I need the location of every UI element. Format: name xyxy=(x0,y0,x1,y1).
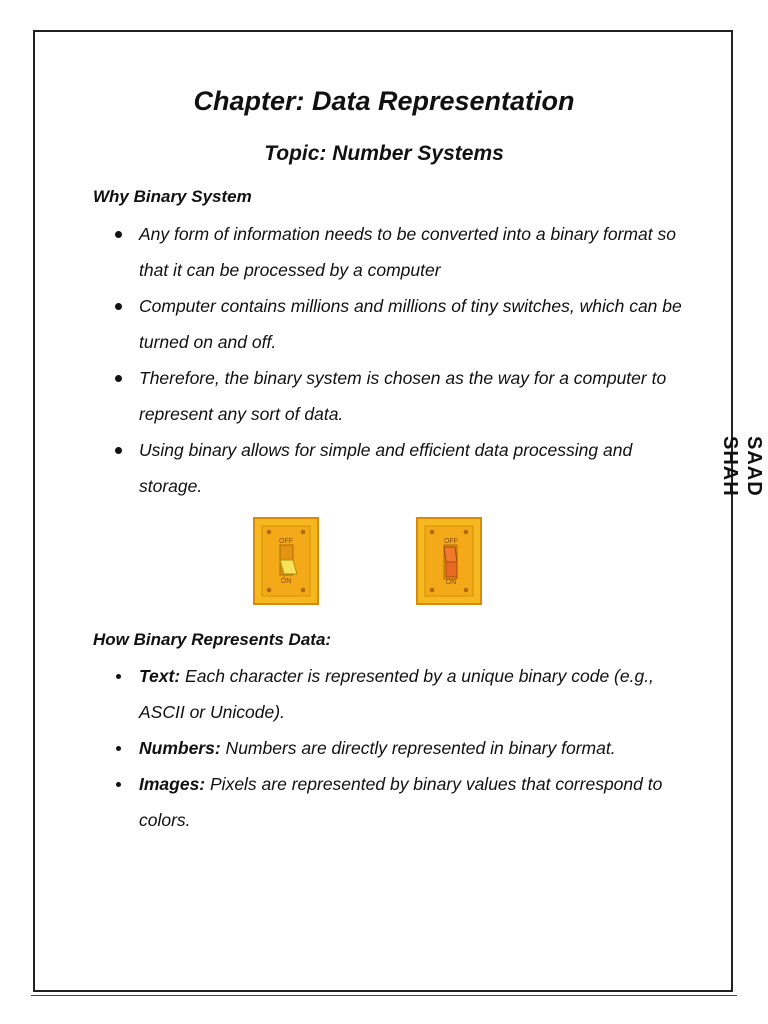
topic-subtitle: Topic: Number Systems xyxy=(264,142,504,165)
screw-icon xyxy=(464,588,469,593)
author-side-label: SAAD SHAH xyxy=(719,435,765,497)
chapter-title: Chapter: Data Representation xyxy=(193,86,575,116)
switch-off-label: OFF xyxy=(279,538,293,545)
toggle-off-icon xyxy=(444,547,457,562)
list-item-text: Using binary allows for simple and efficient data processing and storage. xyxy=(139,440,633,496)
list-item-text: Therefore, the binary system is chosen as the way for a computer to represent any sort of data. xyxy=(139,368,667,424)
screw-icon xyxy=(301,588,306,593)
switch-on-label: ON xyxy=(280,578,292,585)
how-binary-heading: How Binary Represents Data: xyxy=(93,630,332,649)
screw-icon xyxy=(430,530,435,535)
term-text: Text: xyxy=(139,666,181,686)
term-description: Numbers are directly represented in binary format. xyxy=(220,738,616,758)
screw-icon xyxy=(464,530,469,535)
how-binary-list xyxy=(139,658,699,838)
page-border xyxy=(33,30,733,992)
screw-icon xyxy=(430,588,435,593)
term-description: Pixels are represented by binary values that correspond to colors. xyxy=(139,774,663,830)
why-binary-heading: Why Binary System xyxy=(93,187,252,206)
screw-icon xyxy=(267,530,272,535)
bullet-icon xyxy=(116,782,121,787)
bullet-icon xyxy=(115,375,122,382)
bullet-icon xyxy=(115,303,122,310)
light-switch-off-illustration xyxy=(415,516,483,606)
bullet-icon xyxy=(116,746,121,751)
list-item xyxy=(139,432,699,504)
list-item xyxy=(139,730,699,766)
list-item-text: Computer contains millions and millions of tiny switches, which can be turned on and off. xyxy=(139,296,682,352)
page-bottom-rule xyxy=(31,995,737,996)
screw-icon xyxy=(301,530,306,535)
light-switch-on-illustration xyxy=(252,516,320,606)
toggle-side xyxy=(446,562,457,577)
bullet-icon xyxy=(115,231,122,238)
bullet-icon xyxy=(116,674,121,679)
term-numbers: Numbers: xyxy=(139,738,221,758)
switch-off-label: OFF xyxy=(444,538,458,545)
list-item xyxy=(139,216,699,288)
term-images: Images: xyxy=(139,774,206,794)
list-item xyxy=(139,658,699,730)
list-item-text: Any form of information needs to be converted into a binary format so that it can be processed by a computer xyxy=(139,224,676,280)
switch-on-label: ON xyxy=(445,579,457,586)
list-item xyxy=(139,360,699,432)
list-item xyxy=(139,288,699,360)
why-binary-list xyxy=(139,216,699,504)
list-item xyxy=(139,766,699,838)
term-description: Each character is represented by a unique binary code (e.g., ASCII or Unicode). xyxy=(139,666,654,722)
bullet-icon xyxy=(115,447,122,454)
screw-icon xyxy=(267,588,272,593)
